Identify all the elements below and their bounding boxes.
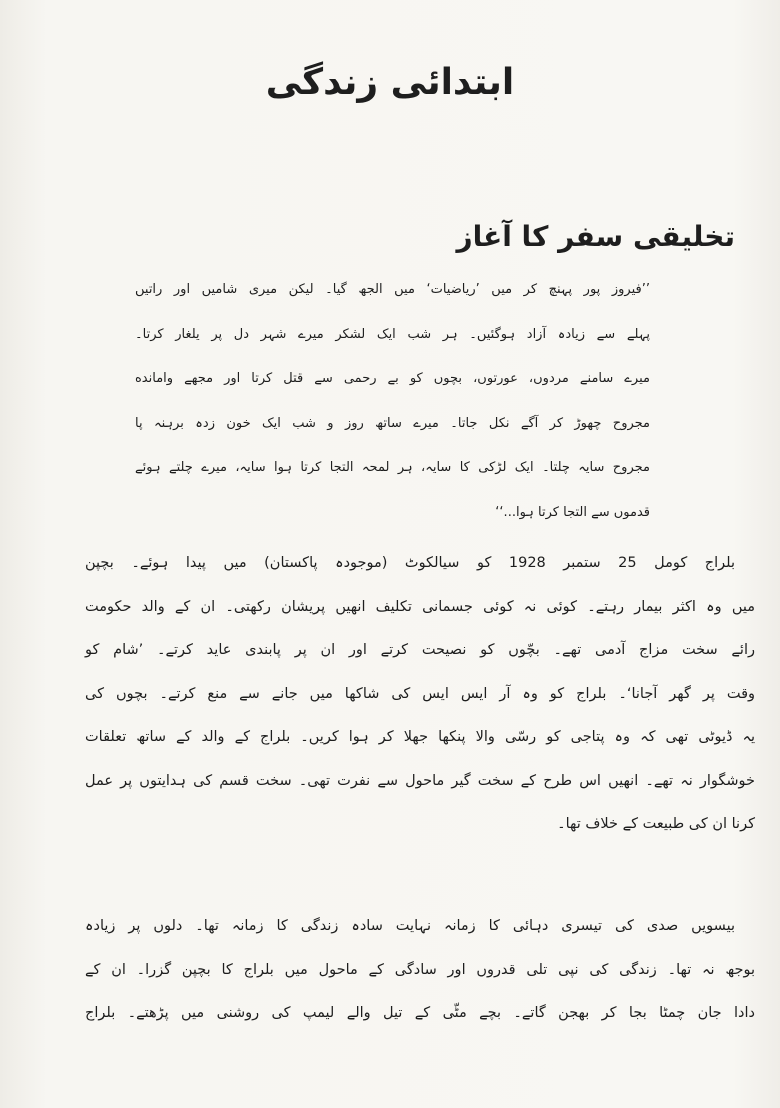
text-line: خوشگوار نہ تھے۔ انھیں اس طرح کے سخت گیر ماحول سے نفرت تھی۔ سخت قسم کی ہدایتوں پر عمل — [85, 772, 755, 789]
text-line: بلراج کومل 25 ستمبر 1928 کو سیالکوٹ (موجودہ پاکستان) میں پیدا ہوئے۔ بچپن — [85, 555, 735, 571]
quote-line: مجروح چھوڑ کر آگے نکل جاتا۔ میرے ساتھ روز و شب ایک خون زدہ برہنہ پا — [135, 415, 650, 431]
text-line: رائے سخت مزاج آدمی تھے۔ بچّوں کو نصیحت کرتے اور ان پر پابندی عاید کرتے۔ ’شام کو — [85, 642, 755, 658]
quote-line: قدموں سے التجا کرتا ہوا...‘‘ — [495, 504, 650, 520]
paragraph-1 — [85, 542, 755, 847]
quote-line: ’’فیروز پور پہنچ کر میں ’ریاضیات‘ میں الجھ گیا۔ لیکن میری شامیں اور راتیں — [135, 282, 650, 297]
section-heading: تخلیقی سفر کا آغاز — [456, 220, 735, 253]
quote-line: پہلے سے زیادہ آزاد ہوگئیں۔ ہر شب ایک لشکر میرے شہر دل پر یلغار کرتا۔ — [135, 326, 650, 342]
text-line: میں وہ اکثر بیمار رہتے۔ کوئی نہ کوئی جسمانی تکلیف انھیں پریشان رکھتی۔ ان کے والد حکومت — [85, 598, 755, 615]
block-quote — [135, 268, 650, 535]
text-line: یہ ڈیوٹی تھی کہ وہ پتاجی کو رسّی والا پنکھا جھلا کر ہوا کریں۔ بلراج کے والد کے ساتھ تعلقات — [85, 729, 755, 745]
chapter-title: ابتدائی زندگی — [265, 62, 515, 103]
text-line: بیسویں صدی کی تیسری دہائی کا زمانہ نہایت سادہ زندگی کا زمانہ تھا۔ دلوں پر زیادہ — [85, 918, 735, 934]
text-line: کرنا ان کی طبیعت کے خلاف تھا۔ — [557, 816, 755, 832]
quote-line: میرے سامنے مردوں، عورتوں، بچوں کو بے رحمی سے قتل کرتا اور مجھے وامانده — [135, 371, 650, 386]
paragraph-2 — [85, 905, 755, 1036]
text-line: وقت پر گھر آجانا‘۔ بلراج کو وہ آر ایس ایس کی شاکھا میں جانے سے منع کرتے۔ بچوں کی — [85, 685, 755, 702]
text-line: دادا جان چمٹا بجا کر بھجن گاتے۔ بچے مٹّی کے تیل والے لیمپ کی روشنی میں پڑھتے۔ بلراج — [85, 1005, 755, 1021]
quote-line: مجروح سایہ چلتا۔ ایک لڑکی کا سایہ، ہر لمحہ التجا کرتا ہوا سایہ، میرے چلتے ہوئے — [135, 460, 650, 475]
text-line: بوجھ نہ تھا۔ زندگی کی نپی تلی قدروں اور سادگی کے ماحول میں بلراج کا بچپن گزرا۔ ان کے — [85, 961, 755, 978]
